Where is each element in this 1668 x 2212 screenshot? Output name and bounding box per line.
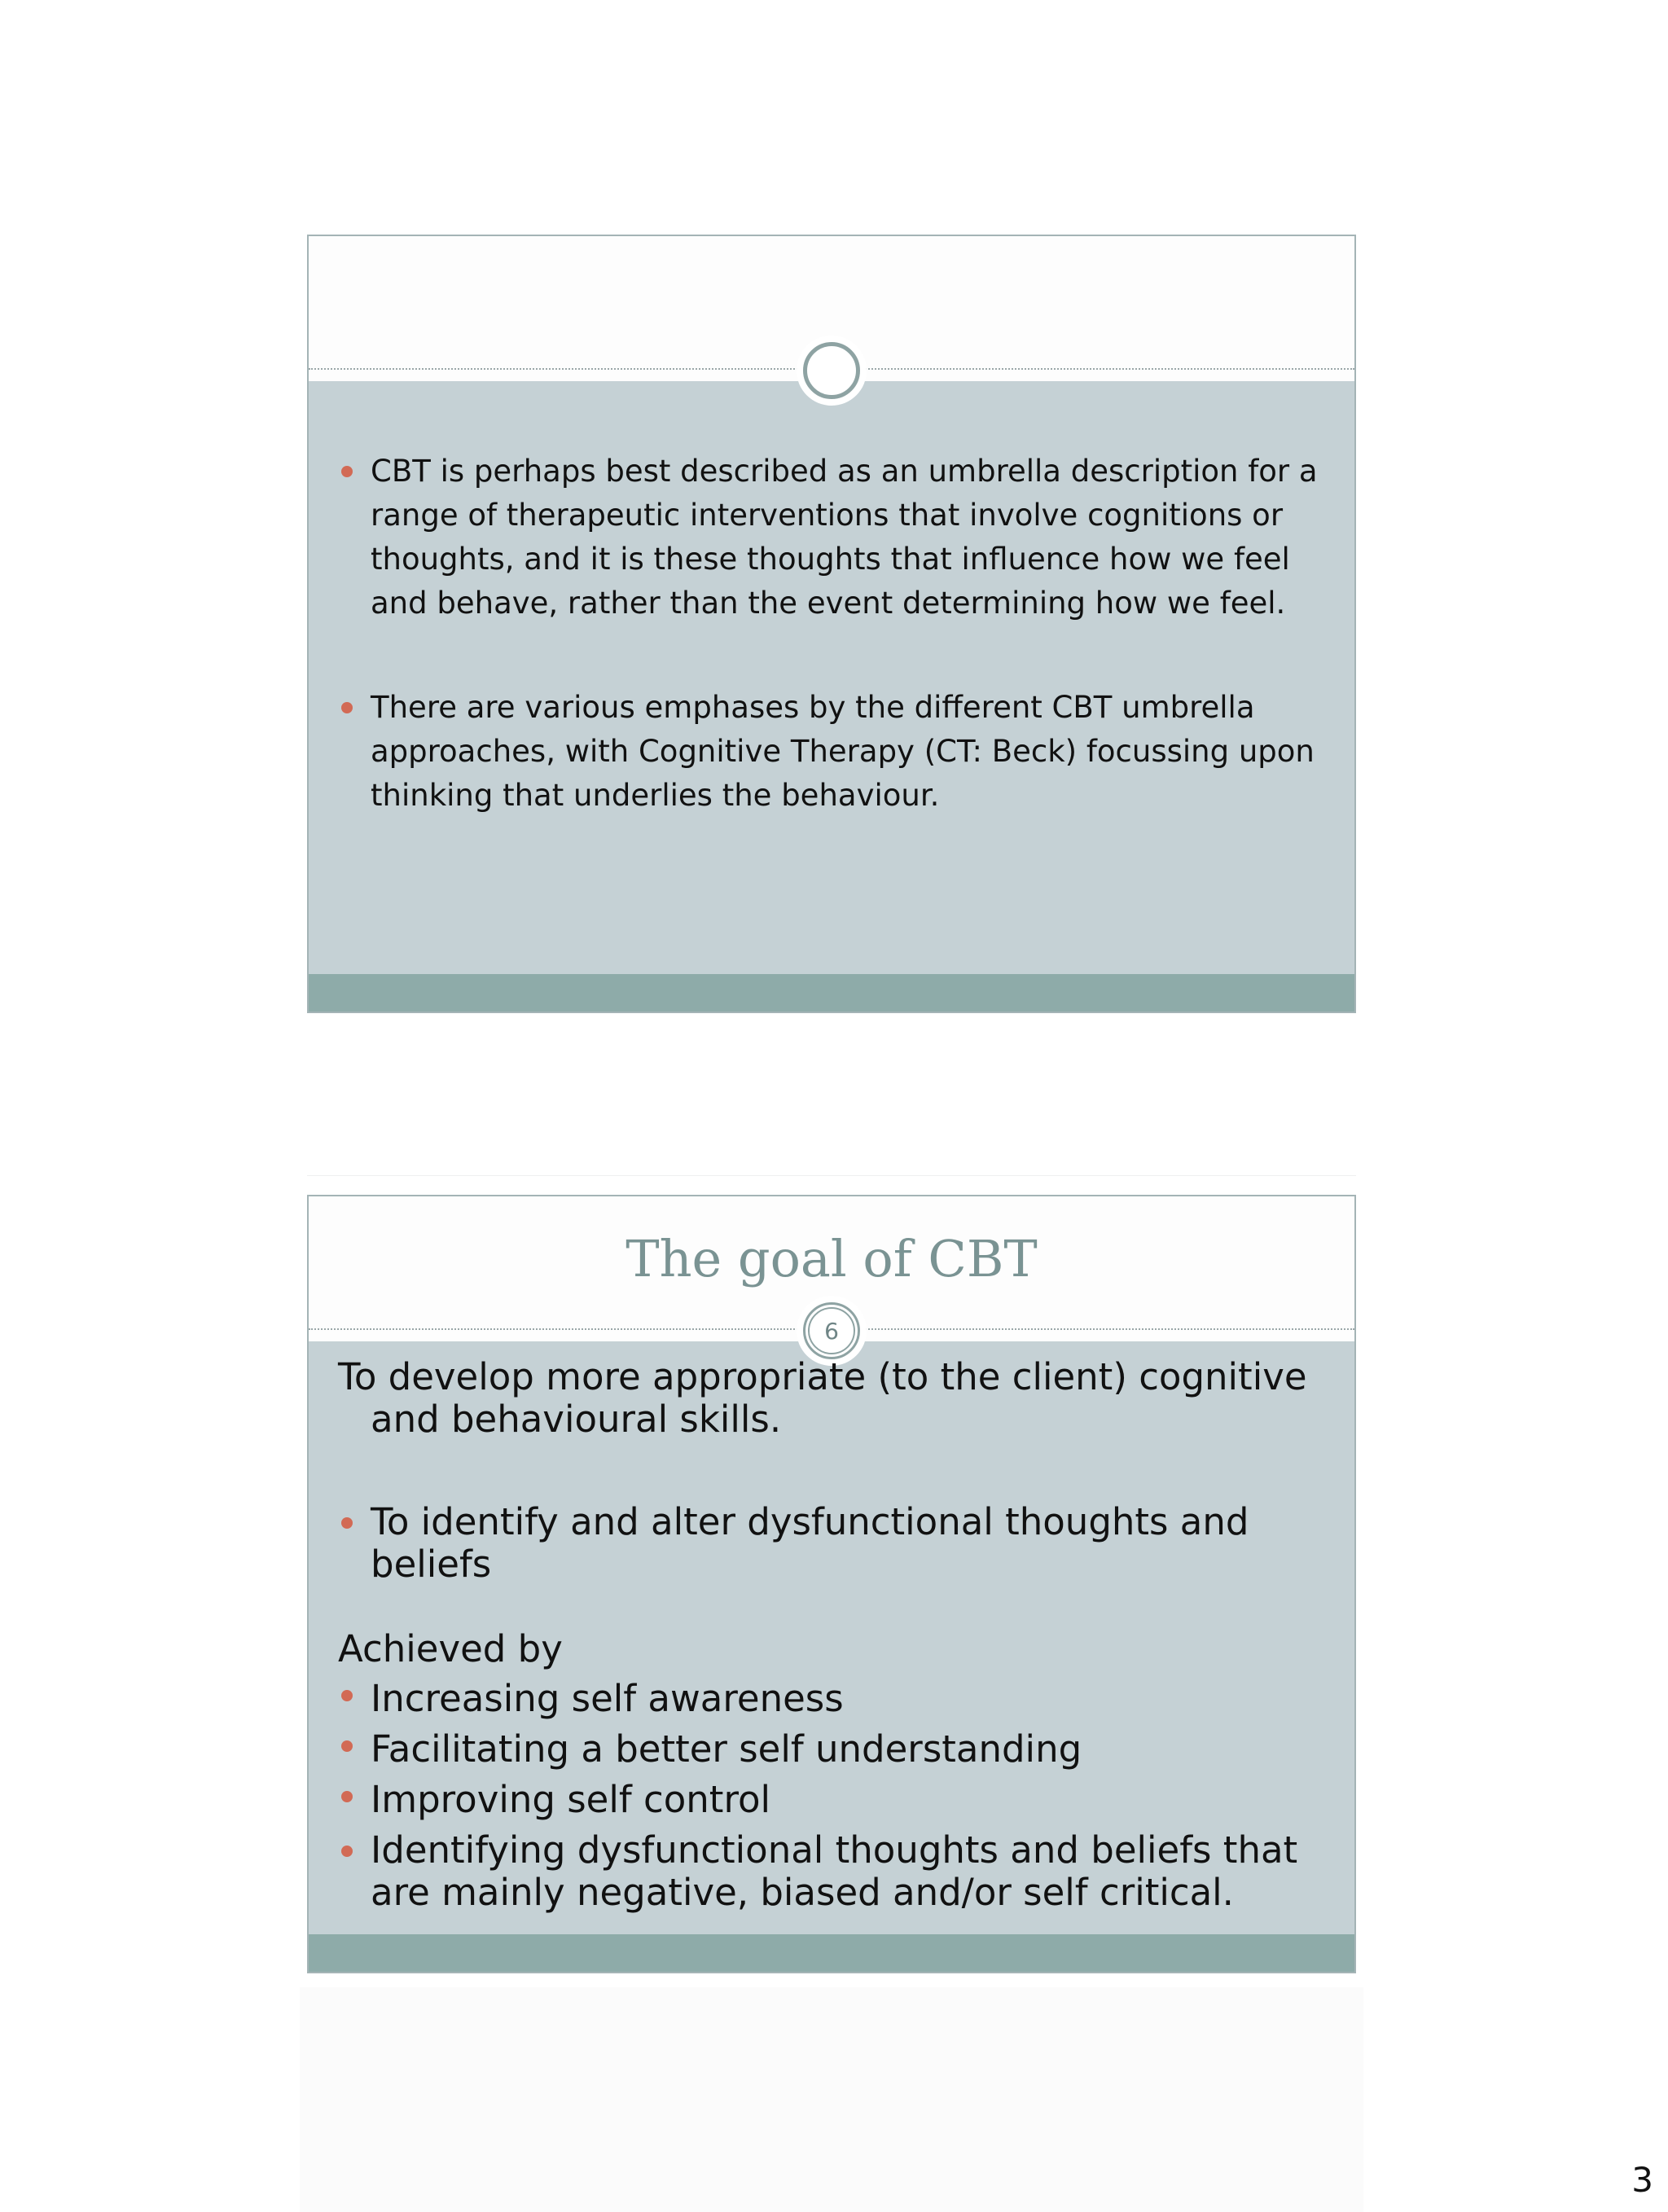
bullet-item: To identify and alter dysfunctional thoughts and beliefs: [338, 1501, 1330, 1586]
circle-ornament-icon: [803, 1302, 860, 1359]
slide-5: [307, 235, 1356, 1013]
bullet-item: Increasing self awareness: [338, 1674, 1330, 1724]
achieved-list: [338, 1674, 1330, 1914]
slide-content: [338, 1356, 1330, 1914]
slide-number-badge: [797, 336, 867, 406]
bullet-item: CBT is perhaps best described as an umbrella description for a range of therapeutic interventions that involve cognitions or thoughts, and it is these thoughts that influence how we feel and behave, rather than the event determining how we feel.: [338, 450, 1330, 625]
page-bottom-shade: [300, 1987, 1363, 2212]
bullet-item: Facilitating a better self understanding: [338, 1724, 1330, 1775]
slide-footer-bar: [309, 1934, 1354, 1972]
slide-number: 6: [824, 1317, 839, 1345]
slide-separator-line: [307, 1175, 1356, 1176]
slide-footer-bar: [309, 974, 1354, 1012]
slide-6: [307, 1195, 1356, 1973]
circle-ornament-icon: [803, 342, 860, 399]
bullet-item: Improving self control: [338, 1775, 1330, 1825]
goal-list: [338, 1501, 1330, 1586]
bullet-list: [338, 450, 1330, 818]
bullet-item: Identifying dysfunctional thoughts and beliefs that are mainly negative, biased and/or self critical.: [338, 1829, 1330, 1914]
intro-text: To develop more appropriate (to the client) cognitive and behavioural skills.: [338, 1355, 1307, 1441]
page-number: 3: [1631, 2160, 1653, 2200]
bullet-item: There are various emphases by the different CBT umbrella approaches, with Cognitive Therapy (CT: Beck) focussing upon thinking that underlies the behaviour.: [338, 686, 1330, 818]
achieved-label: Achieved by: [338, 1627, 563, 1670]
slide-title: The goal of CBT: [626, 1229, 1038, 1288]
